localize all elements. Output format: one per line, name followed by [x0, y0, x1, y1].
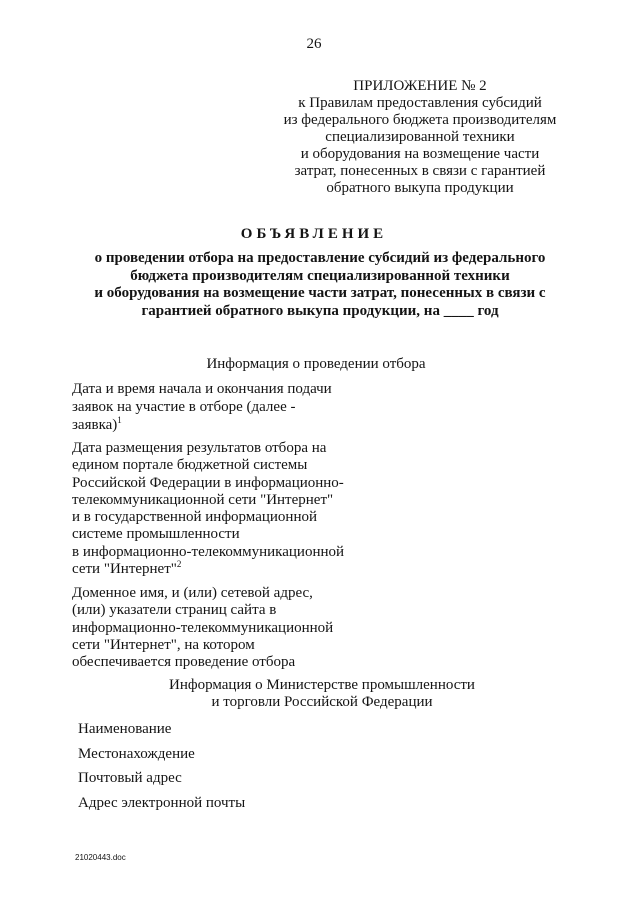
appendix-line: специализированной техники — [325, 129, 515, 145]
selection-info-heading: Информация о проведении отбора — [206, 356, 426, 372]
item-line: системе промышленности — [72, 526, 240, 543]
item-line: Дата и время начала и окончания подачи — [72, 381, 332, 397]
item-line: информационно-телекоммуникационной — [72, 619, 334, 636]
field-email-label: Адрес электронной почты — [78, 794, 246, 811]
item-line: телекоммуникационной сети "Интернет" — [72, 491, 334, 508]
field-location-label: Местонахождение — [78, 745, 195, 762]
ministry-heading-line: Информация о Министерстве промышленности — [169, 677, 475, 693]
item-line: сети "Интернет", на котором — [72, 636, 255, 653]
ministry-info-heading — [4, 677, 640, 711]
item-line: обеспечивается проведение отбора — [72, 654, 296, 671]
item-line — [72, 561, 344, 578]
page-number: 26 — [306, 36, 322, 52]
item-line: заявок на участие в отборе (далее - — [72, 399, 296, 415]
appendix-line: затрат, понесенных в связи с гарантией — [294, 163, 546, 179]
announcement-heading: ОБЪЯВЛЕНИЕ — [240, 226, 388, 242]
item-line: Доменное имя, и (или) сетевой адрес, — [72, 585, 313, 601]
item-line: Дата размещения результатов отбора на — [72, 440, 327, 456]
field-name-label: Наименование — [78, 721, 172, 737]
item-line-text: сети "Интернет" — [72, 561, 177, 578]
item-line-text: заявка) — [72, 417, 118, 433]
item-line: Российской Федерации в информационно- — [72, 474, 344, 491]
selection-item-results-date — [72, 440, 344, 578]
field-postal-address-label: Почтовый адрес — [78, 770, 182, 786]
footnote-marker: 2 — [176, 559, 182, 570]
item-line: и в государственной информационной — [72, 509, 317, 526]
footer-filename: 21020443.doc — [75, 853, 126, 862]
subtitle-line: и оборудования на возмещение части затрат, понесенных в связи с — [94, 285, 546, 302]
appendix-title: ПРИЛОЖЕНИЕ № 2 — [353, 78, 487, 94]
subtitle-line: бюджета производителям специализированной техники — [130, 267, 510, 284]
announcement-subtitle — [0, 250, 640, 321]
item-line: в информационно-телекоммуникационной — [72, 543, 345, 560]
appendix-line: к Правилам предоставления субсидий — [298, 95, 542, 111]
ministry-fields — [78, 717, 245, 815]
appendix-line: обратного выкупа продукции — [326, 180, 514, 196]
appendix-block — [260, 78, 580, 197]
item-line: (или) указатели страниц сайта в — [72, 602, 277, 619]
appendix-line: из федерального бюджета производителям — [283, 112, 557, 128]
ministry-heading-line: и торговли Российской Федерации — [211, 694, 433, 710]
subtitle-line: гарантией обратного выкупа продукции, на ____ год — [141, 303, 499, 320]
item-line: едином портале бюджетной системы — [72, 457, 308, 474]
footnote-marker: 1 — [117, 415, 122, 425]
selection-item-application-dates — [72, 380, 332, 434]
selection-item-domain-name — [72, 585, 333, 671]
subtitle-line: о проведении отбора на предоставление субсидий из федерального — [94, 250, 546, 266]
item-line — [72, 416, 332, 434]
appendix-line: и оборудования на возмещение части — [300, 146, 540, 162]
